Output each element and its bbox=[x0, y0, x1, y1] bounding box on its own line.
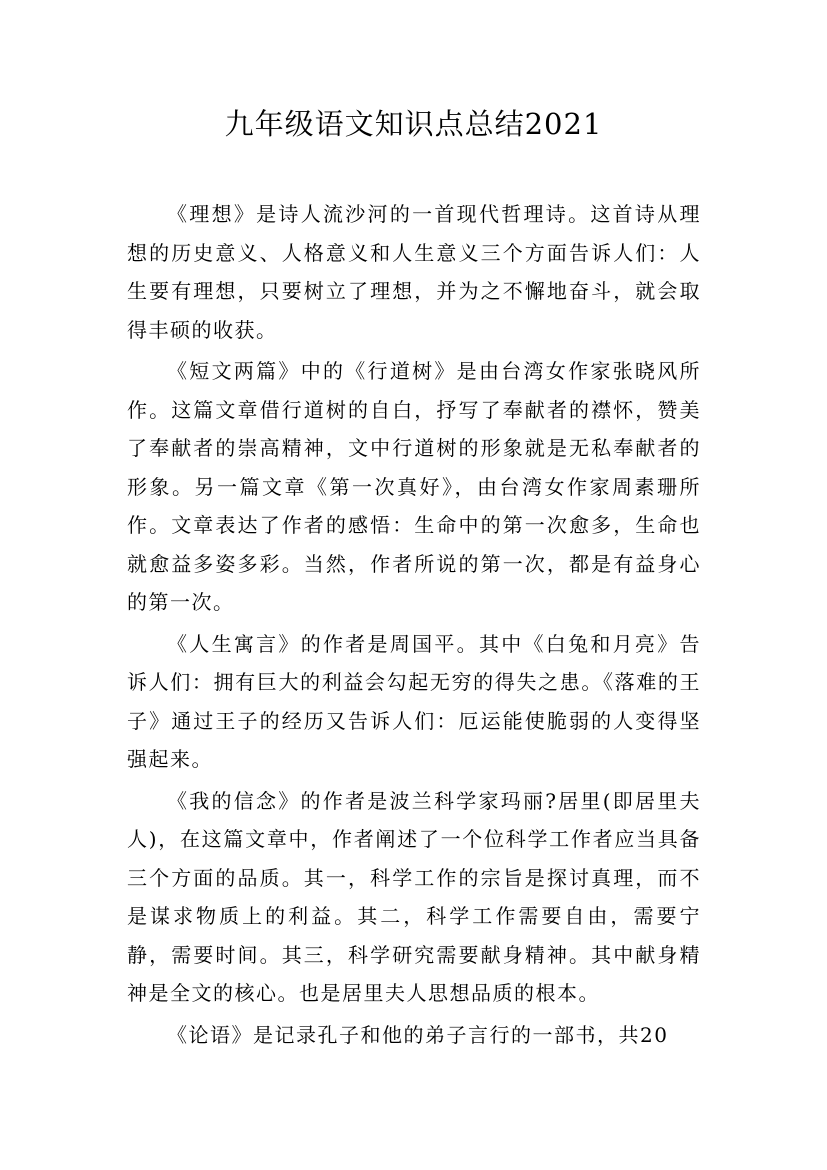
paragraph-my-belief: 《我的信念》的作者是波兰科学家玛丽?居里(即居里夫人)，在这篇文章中，作者阐述了一个位科学工作者应当具备三个方面的品质。其一，科学工作的宗旨是探讨真理，而不是谋求物质上的利益。其二，科学工作需要自由，需要宁静，需要时间。其三，科学研究需要献身精神。其中献身精神是全文的核心。也是居里夫人思想品质的根本。 bbox=[127, 788, 701, 1005]
paragraph-life-fables: 《人生寓言》的作者是周国平。其中《白兔和月亮》告诉人们：拥有巨大的利益会勾起无穷的得失之患。《落难的王子》通过王子的经历又告诉人们：厄运能使脆弱的人变得坚强起来。 bbox=[127, 631, 701, 771]
document-body bbox=[127, 195, 701, 1057]
document-title: 九年级语文知识点总结2021 bbox=[224, 107, 603, 141]
paragraph-two-essays: 《短文两篇》中的《行道树》是由台湾女作家张晓风所作。这篇文章借行道树的自白，抒写了奉献者的襟怀，赞美了奉献者的崇高精神，文中行道树的形象就是无私奉献者的形象。另一篇文章《第一次真好》，由台湾女作家周素珊所作。文章表达了作者的感悟：生命中的第一次愈多，生命也就愈益多姿多彩。当然，作者所说的第一次，都是有益身心的第一次。 bbox=[127, 359, 701, 614]
paragraph-analects: 《论语》是记录孔子和他的弟子言行的一部书，共20 bbox=[167, 1022, 669, 1047]
paragraph-ideal: 《理想》是诗人流沙河的一首现代哲理诗。这首诗从理想的历史意义、人格意义和人生意义三个方面告诉人们：人生要有理想，只要树立了理想，并为之不懈地奋斗，就会取得丰硕的收获。 bbox=[127, 202, 701, 342]
